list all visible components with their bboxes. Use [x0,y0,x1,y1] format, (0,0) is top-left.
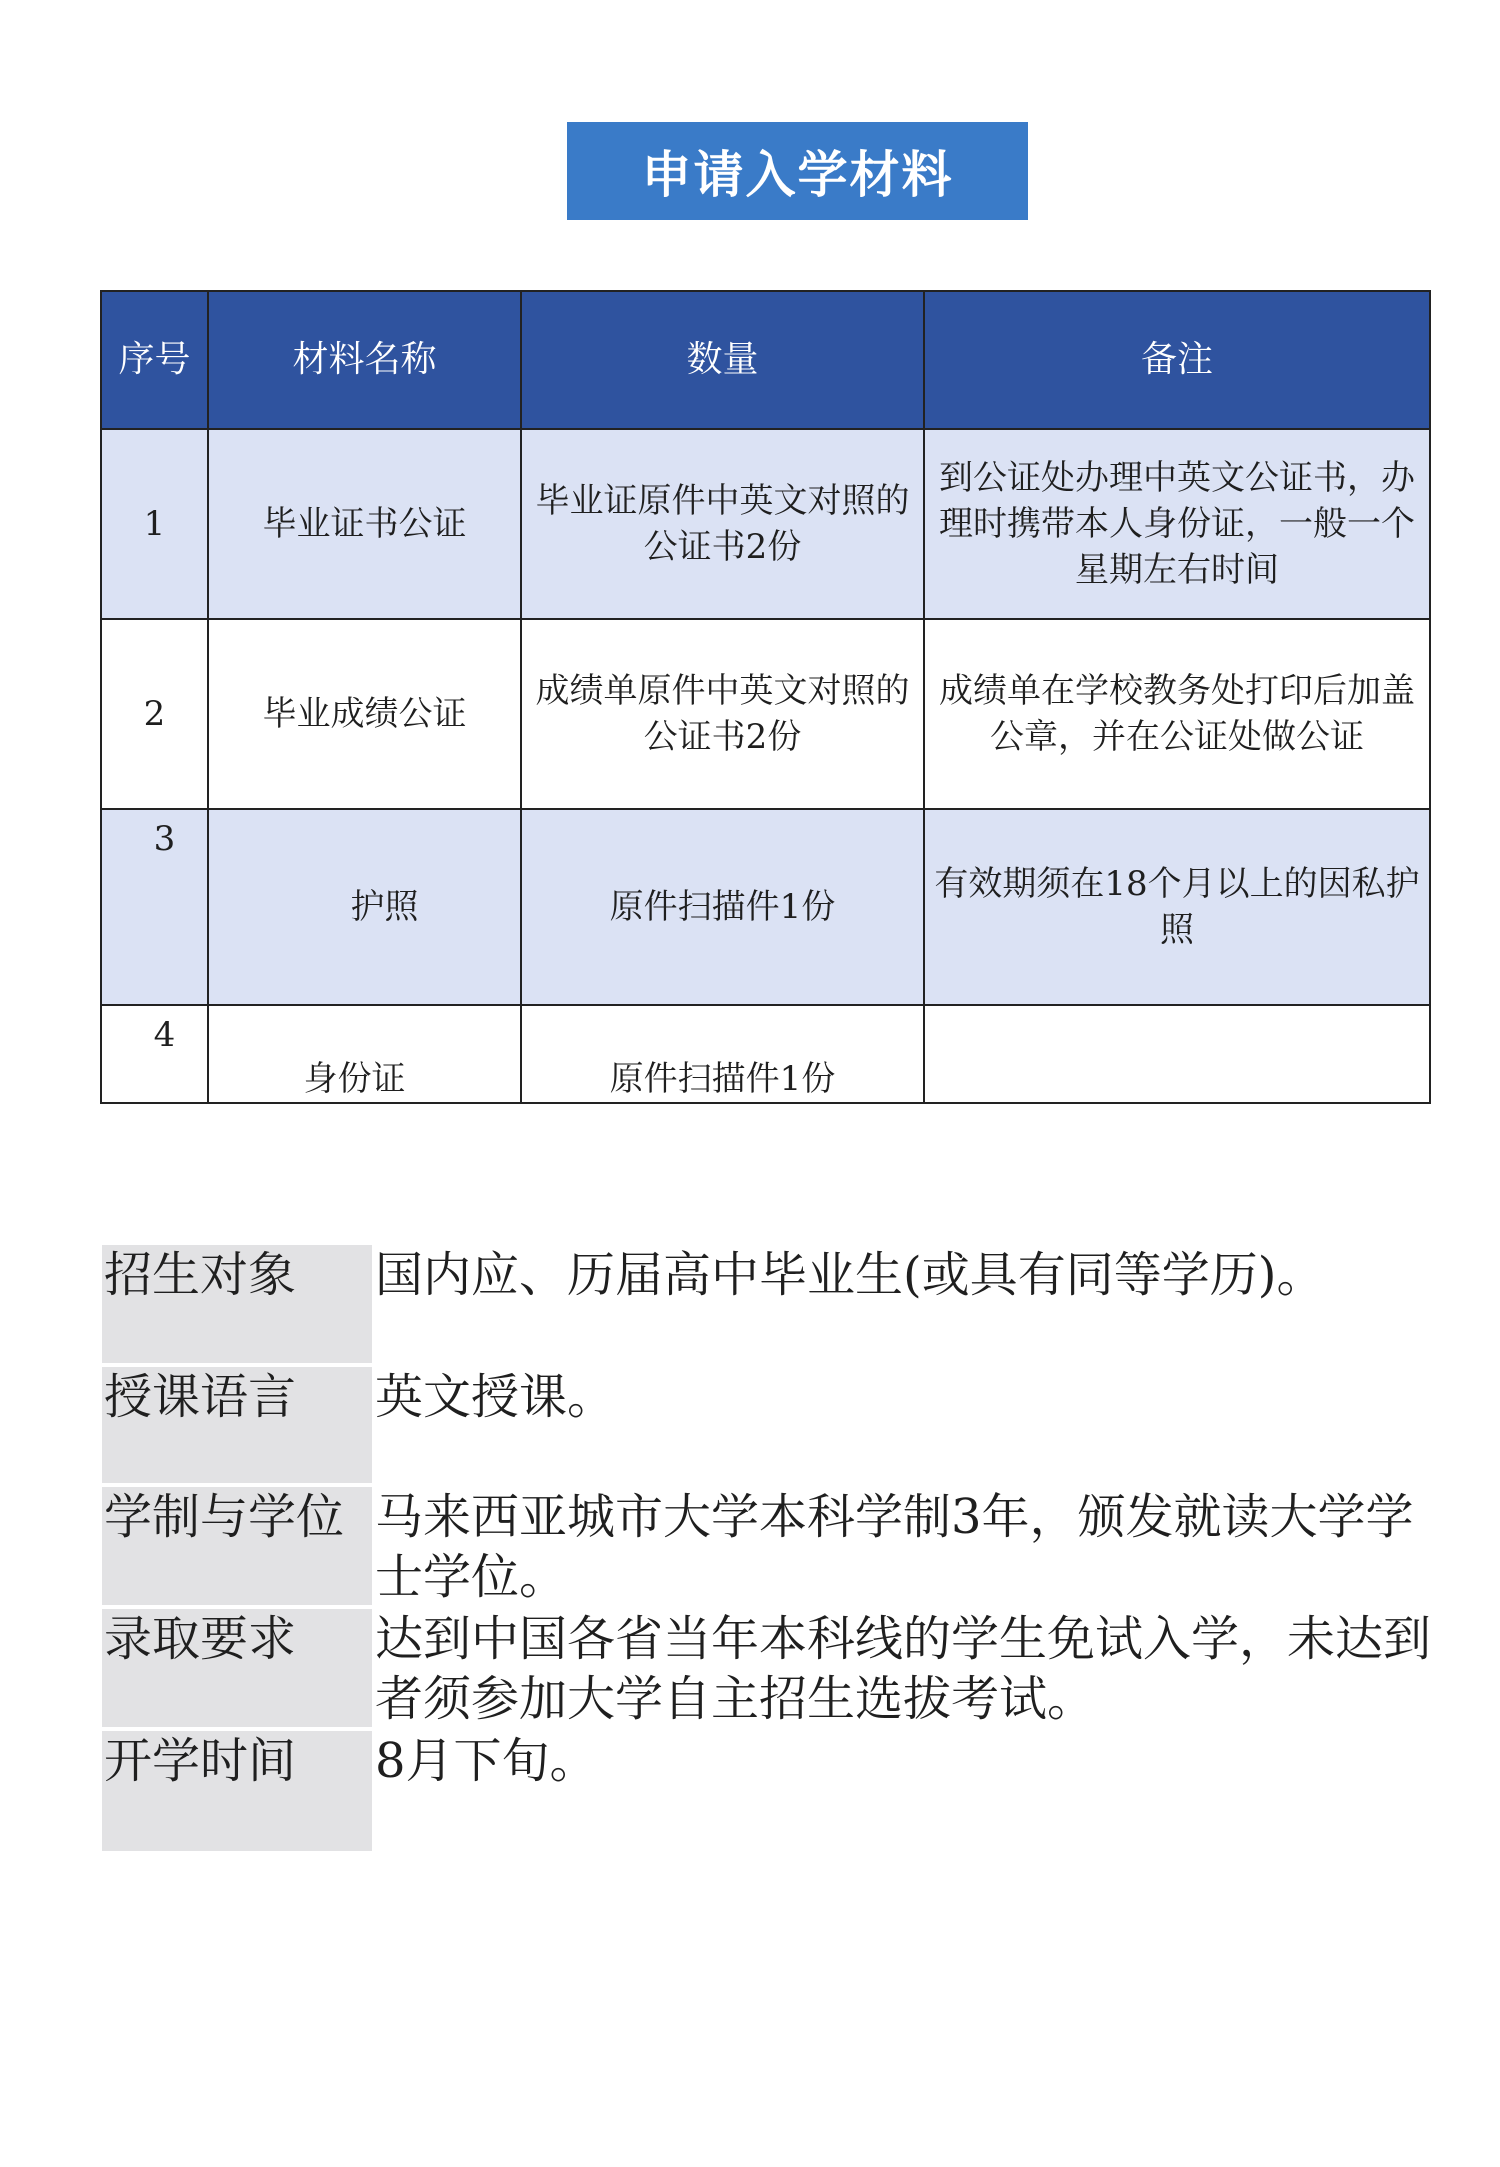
header-no: 序号 [101,291,208,429]
page-title: 申请入学材料 [567,122,1028,220]
info-label: 招生对象 [102,1245,372,1363]
material-quantity: 原件扫描件1份 [521,809,924,1005]
info-value: 达到中国各省当年本科线的学生免试入学，未达到者须参加大学自主招生选拔考试。 [375,1611,1432,1727]
info-value: 8月下旬。 [375,1733,598,1789]
materials-table [100,290,1431,1104]
row-number: 4 [101,1005,208,1103]
table-row [101,619,1430,809]
material-name: 毕业证书公证 [208,429,521,619]
material-name: 护照 [208,809,521,1005]
info-label: 录取要求 [102,1609,372,1727]
material-note [924,1005,1430,1103]
table-row [101,809,1430,1005]
info-value: 英文授课。 [375,1369,616,1425]
info-label: 授课语言 [102,1367,372,1483]
info-label: 开学时间 [102,1731,372,1851]
table-row [101,1005,1430,1103]
material-name: 毕业成绩公证 [208,619,521,809]
header-name: 材料名称 [208,291,521,429]
info-label: 学制与学位 [102,1487,372,1605]
row-number: 2 [101,619,208,809]
table-header-row [101,291,1430,429]
info-value: 马来西亚城市大学本科学制3年，颁发就读大学学士学位。 [375,1489,1414,1605]
material-quantity: 原件扫描件1份 [521,1005,924,1103]
row-number: 1 [101,429,208,619]
header-note: 备注 [924,291,1430,429]
material-note: 到公证处办理中英文公证书，办理时携带本人身份证，一般一个星期左右时间 [924,429,1430,619]
material-note: 有效期须在18个月以上的因私护照 [924,809,1430,1005]
material-quantity: 成绩单原件中英文对照的公证书2份 [521,619,924,809]
material-note: 成绩单在学校教务处打印后加盖公章，并在公证处做公证 [924,619,1430,809]
info-value: 国内应、历届高中毕业生(或具有同等学历)。 [375,1247,1325,1303]
header-quantity: 数量 [521,291,924,429]
material-quantity: 毕业证原件中英文对照的公证书2份 [521,429,924,619]
table-row [101,429,1430,619]
row-number: 3 [101,809,208,1005]
material-name: 身份证 [208,1005,521,1103]
